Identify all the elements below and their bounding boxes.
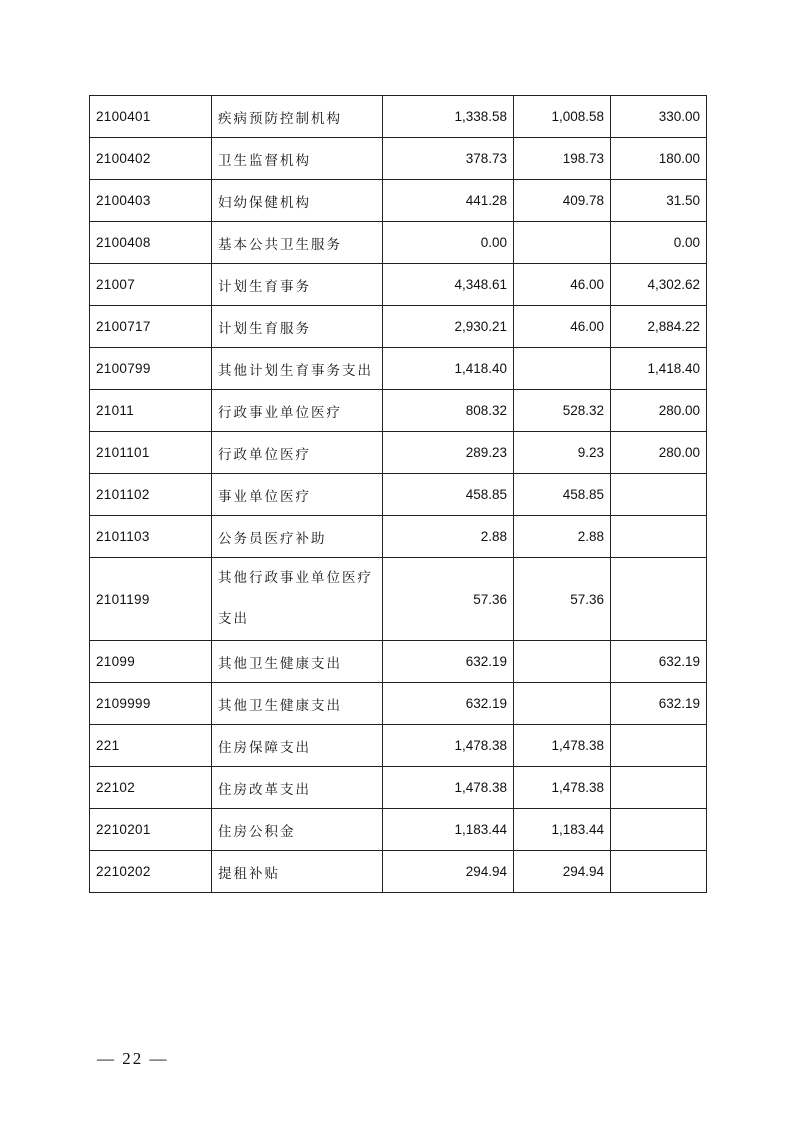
table-row <box>90 809 707 851</box>
total-cell: 0.00 <box>383 222 514 264</box>
basic-expenditure-cell: 409.78 <box>514 180 611 222</box>
subject-code-cell: 2100408 <box>90 222 212 264</box>
total-cell: 289.23 <box>383 432 514 474</box>
subject-name-cell: 事业单位医疗 <box>212 474 383 516</box>
project-expenditure-cell: 280.00 <box>611 432 707 474</box>
project-expenditure-cell <box>611 516 707 558</box>
subject-code-cell: 2100799 <box>90 348 212 390</box>
project-expenditure-cell: 31.50 <box>611 180 707 222</box>
subject-name-cell: 计划生育事务 <box>212 264 383 306</box>
subject-code-cell: 2101103 <box>90 516 212 558</box>
subject-code-cell: 21099 <box>90 641 212 683</box>
project-expenditure-cell <box>611 809 707 851</box>
basic-expenditure-cell: 294.94 <box>514 851 611 893</box>
table-row <box>90 516 707 558</box>
total-cell: 1,478.38 <box>383 725 514 767</box>
subject-code-cell: 2101101 <box>90 432 212 474</box>
project-expenditure-cell: 330.00 <box>611 96 707 138</box>
table-row <box>90 432 707 474</box>
total-cell: 294.94 <box>383 851 514 893</box>
table-row <box>90 264 707 306</box>
subject-name-cell: 基本公共卫生服务 <box>212 222 383 264</box>
basic-expenditure-cell: 198.73 <box>514 138 611 180</box>
subject-name-cell: 住房保障支出 <box>212 725 383 767</box>
table-row <box>90 348 707 390</box>
basic-expenditure-cell: 46.00 <box>514 264 611 306</box>
basic-expenditure-cell <box>514 348 611 390</box>
total-cell: 632.19 <box>383 683 514 725</box>
total-cell: 4,348.61 <box>383 264 514 306</box>
basic-expenditure-cell: 1,478.38 <box>514 725 611 767</box>
basic-expenditure-cell <box>514 683 611 725</box>
subject-code-cell: 2109999 <box>90 683 212 725</box>
project-expenditure-cell: 180.00 <box>611 138 707 180</box>
subject-name-cell: 其他卫生健康支出 <box>212 641 383 683</box>
subject-name-cell: 提租补贴 <box>212 851 383 893</box>
table-row <box>90 767 707 809</box>
subject-code-cell: 2100403 <box>90 180 212 222</box>
subject-code-cell: 2210202 <box>90 851 212 893</box>
total-cell: 1,338.58 <box>383 96 514 138</box>
project-expenditure-cell: 4,302.62 <box>611 264 707 306</box>
table-row <box>90 390 707 432</box>
subject-code-cell: 2100401 <box>90 96 212 138</box>
subject-name-cell: 行政事业单位医疗 <box>212 390 383 432</box>
table-row <box>90 725 707 767</box>
total-cell: 441.28 <box>383 180 514 222</box>
project-expenditure-cell <box>611 558 707 641</box>
subject-code-cell: 221 <box>90 725 212 767</box>
basic-expenditure-cell: 2.88 <box>514 516 611 558</box>
project-expenditure-cell: 632.19 <box>611 641 707 683</box>
subject-code-cell: 2210201 <box>90 809 212 851</box>
subject-name-cell: 公务员医疗补助 <box>212 516 383 558</box>
basic-expenditure-cell <box>514 222 611 264</box>
total-cell: 632.19 <box>383 641 514 683</box>
basic-expenditure-cell: 1,008.58 <box>514 96 611 138</box>
total-cell: 808.32 <box>383 390 514 432</box>
total-cell: 2.88 <box>383 516 514 558</box>
basic-expenditure-cell: 1,183.44 <box>514 809 611 851</box>
basic-expenditure-cell: 9.23 <box>514 432 611 474</box>
table-row <box>90 851 707 893</box>
table-row <box>90 683 707 725</box>
basic-expenditure-cell: 458.85 <box>514 474 611 516</box>
total-cell: 2,930.21 <box>383 306 514 348</box>
subject-name-cell: 其他计划生育事务支出 <box>212 348 383 390</box>
table-row <box>90 474 707 516</box>
table-row <box>90 558 707 641</box>
project-expenditure-cell: 2,884.22 <box>611 306 707 348</box>
table-row <box>90 180 707 222</box>
table-row <box>90 641 707 683</box>
project-expenditure-cell <box>611 767 707 809</box>
project-expenditure-cell: 632.19 <box>611 683 707 725</box>
subject-name-cell: 行政单位医疗 <box>212 432 383 474</box>
subject-code-cell: 2100717 <box>90 306 212 348</box>
total-cell: 1,418.40 <box>383 348 514 390</box>
project-expenditure-cell <box>611 851 707 893</box>
subject-code-cell: 2100402 <box>90 138 212 180</box>
subject-code-cell: 22102 <box>90 767 212 809</box>
subject-name-cell: 住房公积金 <box>212 809 383 851</box>
table-row <box>90 306 707 348</box>
basic-expenditure-cell: 528.32 <box>514 390 611 432</box>
basic-expenditure-cell: 1,478.38 <box>514 767 611 809</box>
project-expenditure-cell: 280.00 <box>611 390 707 432</box>
total-cell: 1,183.44 <box>383 809 514 851</box>
project-expenditure-cell <box>611 474 707 516</box>
total-cell: 458.85 <box>383 474 514 516</box>
basic-expenditure-cell <box>514 641 611 683</box>
subject-name-cell: 妇幼保健机构 <box>212 180 383 222</box>
table-row <box>90 138 707 180</box>
basic-expenditure-cell: 57.36 <box>514 558 611 641</box>
subject-code-cell: 21007 <box>90 264 212 306</box>
subject-code-cell: 21011 <box>90 390 212 432</box>
subject-name-cell: 计划生育服务 <box>212 306 383 348</box>
project-expenditure-cell: 1,418.40 <box>611 348 707 390</box>
subject-name-cell: 卫生监督机构 <box>212 138 383 180</box>
table-row <box>90 96 707 138</box>
total-cell: 57.36 <box>383 558 514 641</box>
subject-name-cell: 其他卫生健康支出 <box>212 683 383 725</box>
basic-expenditure-cell: 46.00 <box>514 306 611 348</box>
project-expenditure-cell <box>611 725 707 767</box>
project-expenditure-cell: 0.00 <box>611 222 707 264</box>
subject-code-cell: 2101199 <box>90 558 212 641</box>
subject-code-cell: 2101102 <box>90 474 212 516</box>
table-row <box>90 222 707 264</box>
subject-name-cell: 住房改革支出 <box>212 767 383 809</box>
total-cell: 1,478.38 <box>383 767 514 809</box>
subject-name-cell: 疾病预防控制机构 <box>212 96 383 138</box>
budget-table <box>89 95 707 893</box>
page-number: — 22 — <box>97 1049 169 1068</box>
subject-name-cell: 其他行政事业单位医疗支出 <box>212 558 383 641</box>
total-cell: 378.73 <box>383 138 514 180</box>
